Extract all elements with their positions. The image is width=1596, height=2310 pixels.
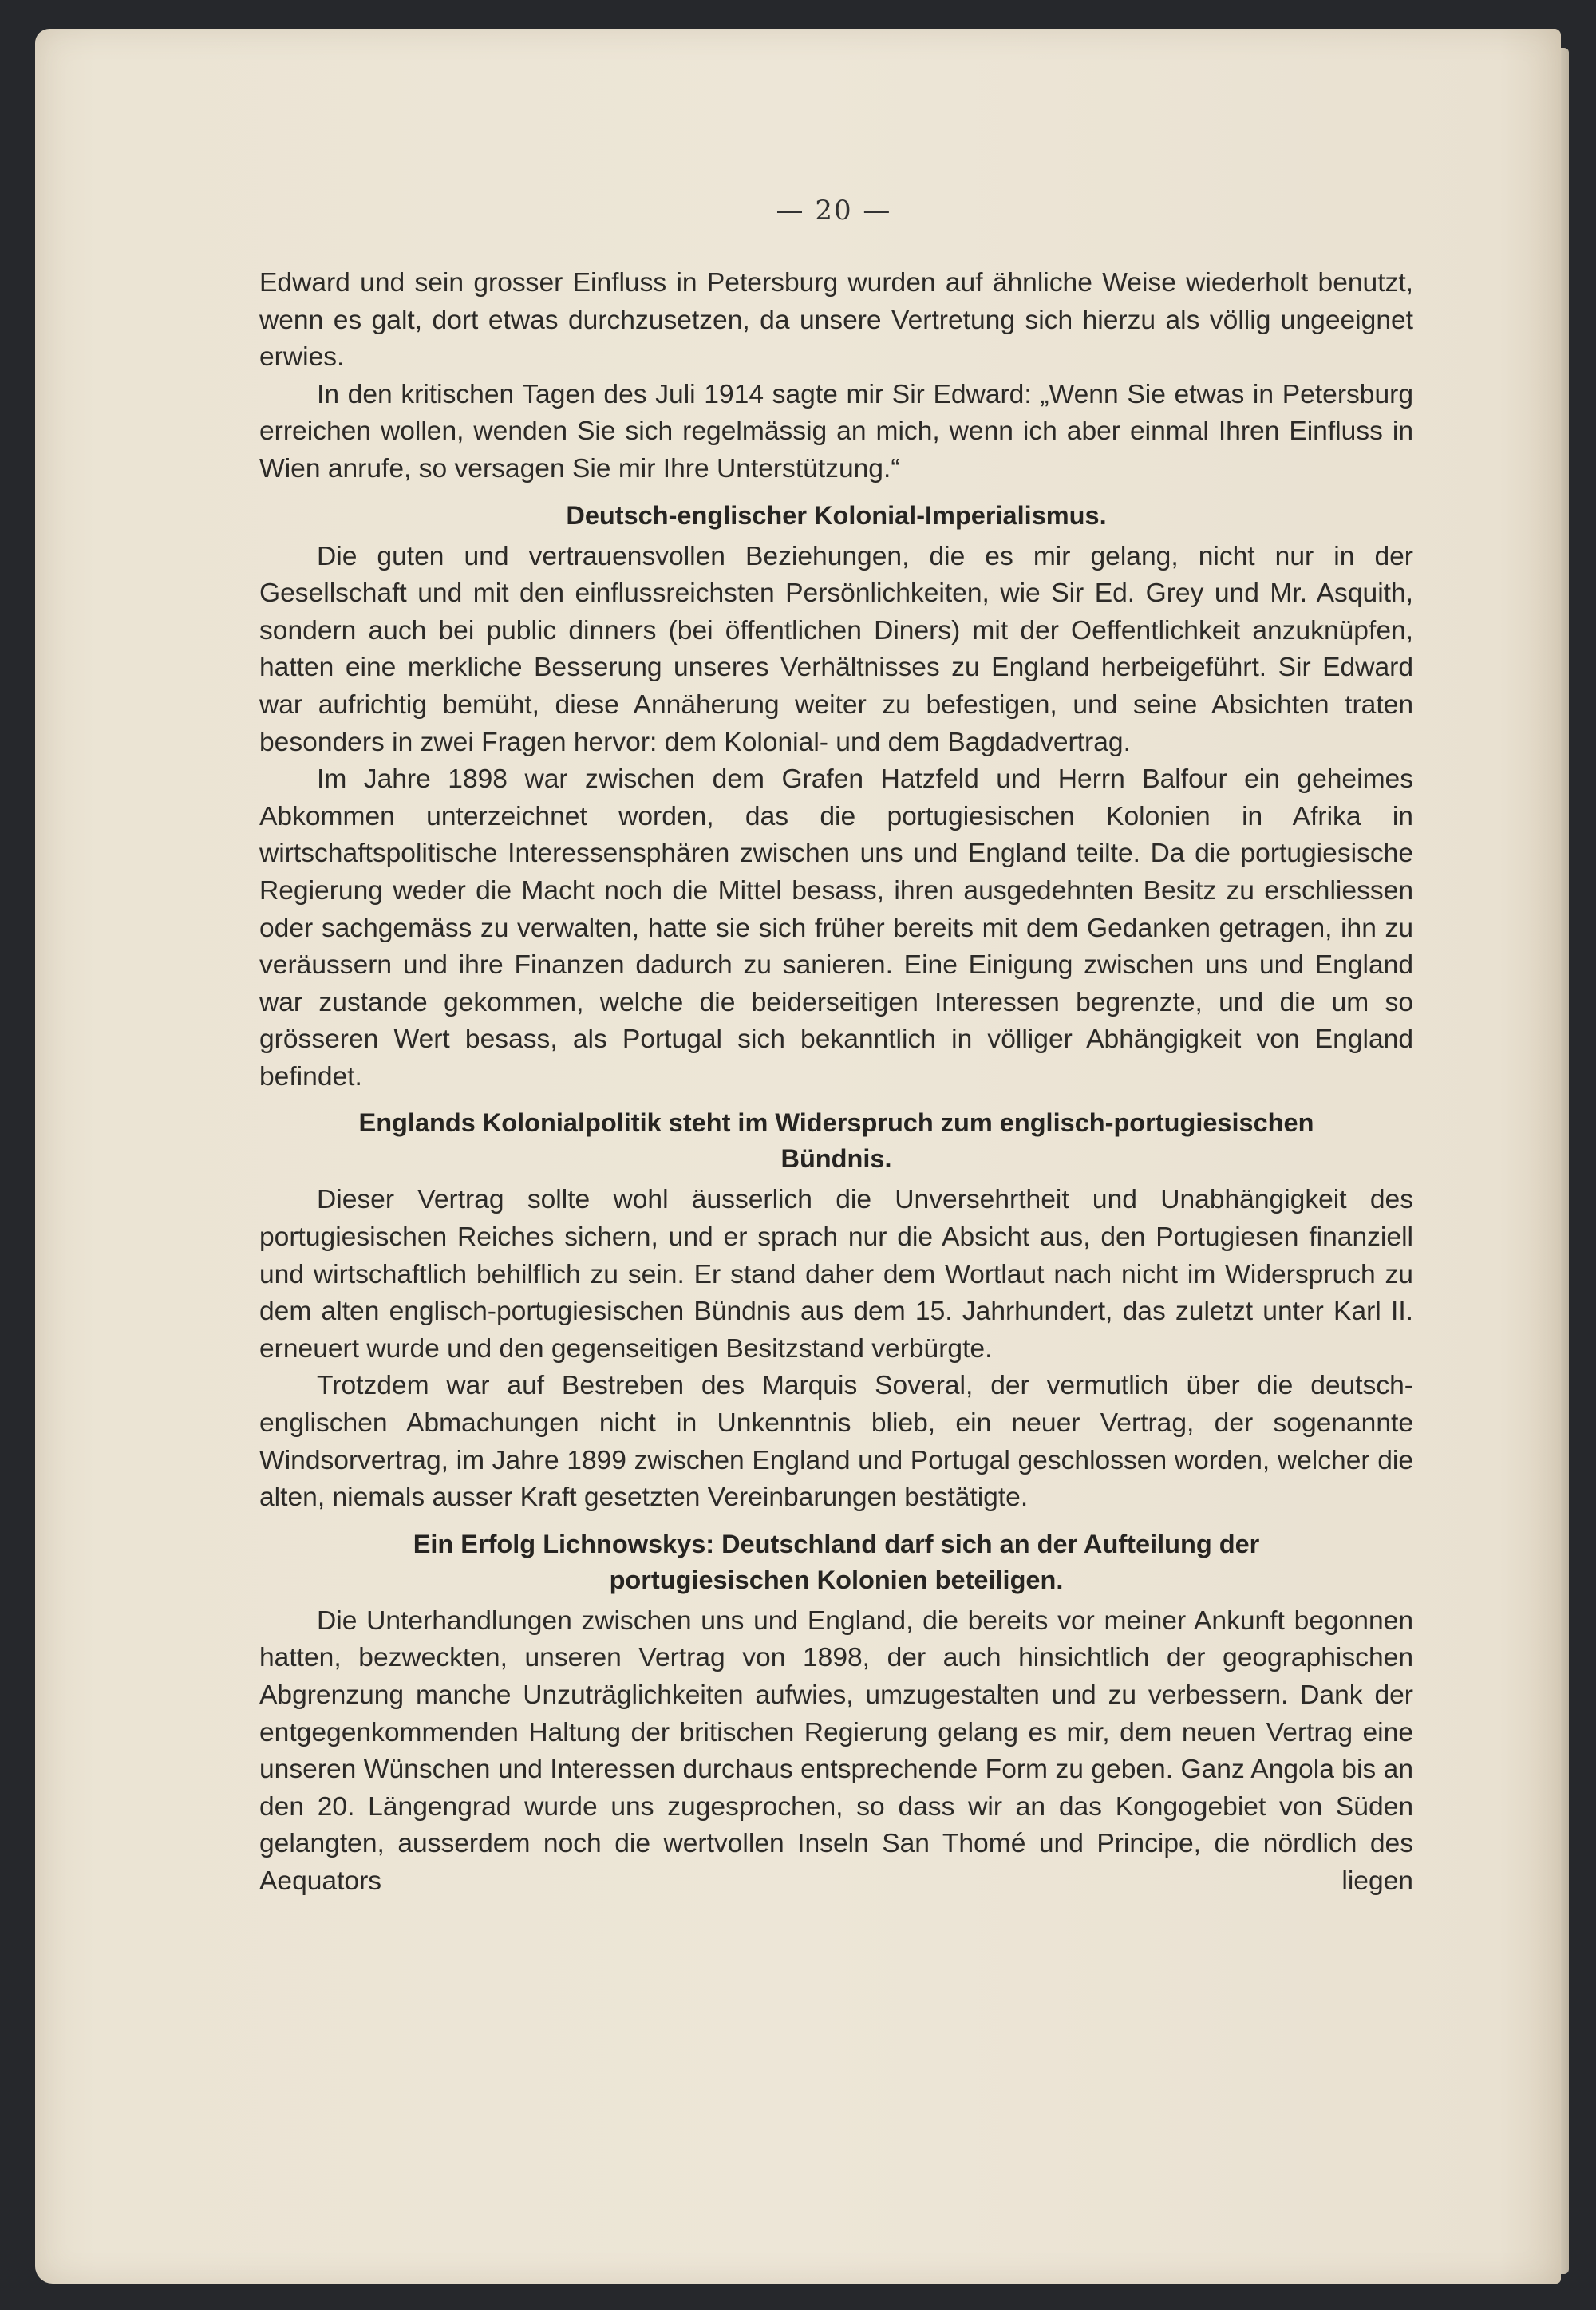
paragraph: Edward und sein grosser Einfluss in Petersburg wurden auf ähnliche Weise wiederholt benutzt, wenn es galt, dort etwas durchzusetzen, da unsere Vertretung sich hierzu als völlig ungeeignet erwies. bbox=[259, 268, 1413, 373]
paragraph: Dieser Vertrag sollte wohl äusserlich die Unversehrtheit und Unabhängigkeit des portugiesischen Reiches sichern, und er sprach nur die Absicht aus, den Portugiesen finanziell und wirtschaftlich behilflich zu sein. Er stand daher dem Wortlaut nach nicht im Widerspruch zu dem alten englisch-portugiesischen Bündnis aus dem 15. Jahrhundert, das zuletzt unter Karl II. erneuert wurde und den gegenseitigen Besitzstand verbürgte. bbox=[259, 1185, 1413, 1364]
section-heading-line: portugiesischen Kolonien beteiligen. bbox=[609, 1565, 1064, 1594]
page-text bbox=[259, 265, 1413, 1901]
section-heading-line: Ein Erfolg Lichnowskys: Deutschland darf sich an der Aufteilung der bbox=[413, 1529, 1260, 1558]
paragraph: Trotzdem war auf Bestreben des Marquis Soveral, der vermutlich über die deutsch-englischen Abmachungen nicht in Unkenntnis blieb, ein neuer Vertrag, der sogenannte Windsorvertrag, im Jahre 1899 zwischen England und Portugal geschlossen worden, welcher die alten, niemals ausser Kraft gesetzten Vereinbarungen bestätigte. bbox=[259, 1371, 1413, 1513]
page-number: — 20 — bbox=[776, 195, 892, 227]
paragraph: Im Jahre 1898 war zwischen dem Grafen Hatzfeld und Herrn Balfour ein geheimes Abkommen unterzeichnet worden, das die portugiesischen Kolonien in Afrika in wirtschaftspolitische Interessensphären zwischen uns und England teilte. Da die portugiesische Regierung weder die Macht noch die Mittel besass, ihren ausgedehnten Besitz zu erschliessen oder sachgemäss zu verwalten, hatte sie sich früher bereits mit dem Gedanken getragen, ihn zu veräussern und ihre Finanzen dadurch zu sanieren. Eine Einigung zwischen uns und England war zustande gekommen, welche die beiderseitigen Interessen begrenzte, und die um so grösseren Wert besass, als Portugal sich bekanntlich in völliger Abhängigkeit von England befindet. bbox=[259, 764, 1413, 1092]
paragraph: Die Unterhandlungen zwischen uns und England, die bereits vor meiner Ankunft begonnen hatten, bezweckten, unseren Vertrag von 1898, der auch hinsichtlich der geographischen Abgrenzung manche Unzuträglichkeiten aufwies, umzugestalten und zu verbessern. Dank der entgegenkommenden Haltung der britischen Regierung gelang es mir, dem neuen Vertrag eine unseren Wünschen und Interessen durchaus entsprechende Form zu geben. Ganz Angola bis an den 20. Längengrad wurde uns zugesprochen, so dass wir an das Kongogebiet von Süden gelangten, ausserdem noch die wertvollen Inseln San Thomé und Principe, die nördlich des Aequators liegen bbox=[259, 1605, 1413, 1896]
section-heading-line: Bündnis. bbox=[780, 1144, 892, 1174]
section-heading bbox=[259, 1105, 1413, 1177]
section-heading bbox=[259, 1526, 1413, 1598]
section-heading: Deutsch-englischer Kolonial-Imperialismus. bbox=[566, 500, 1107, 530]
paragraph: In den kritischen Tagen des Juli 1914 sagte mir Sir Edward: „Wenn Sie etwas in Petersburg erreichen wollen, wenden Sie sich regelmässig an mich, wenn ich aber einmal Ihren Einfluss in Wien anrufe, so versagen Sie mir Ihre Unterstützung.“ bbox=[259, 379, 1413, 484]
paragraph: Die guten und vertrauensvollen Beziehungen, die es mir gelang, nicht nur in der Gesellschaft und mit den einflussreichsten Persönlichkeiten, wie Sir Ed. Grey und Mr. Asquith, sondern auch bei public dinners (bei öffentlichen Diners) mit der Oeffentlichkeit anzuknüpfen, hatten eine merkliche Besserung unseres Verhältnisses zu England herbeigeführt. Sir Edward war aufrichtig bemüht, diese Annäherung weiter zu befestigen, und seine Absichten traten besonders in zwei Fragen hervor: dem Kolonial- und dem Bagdadvertrag. bbox=[259, 541, 1413, 757]
section-heading-line: Englands Kolonialpolitik steht im Widerspruch zum englisch-portugiesischen bbox=[358, 1108, 1314, 1138]
